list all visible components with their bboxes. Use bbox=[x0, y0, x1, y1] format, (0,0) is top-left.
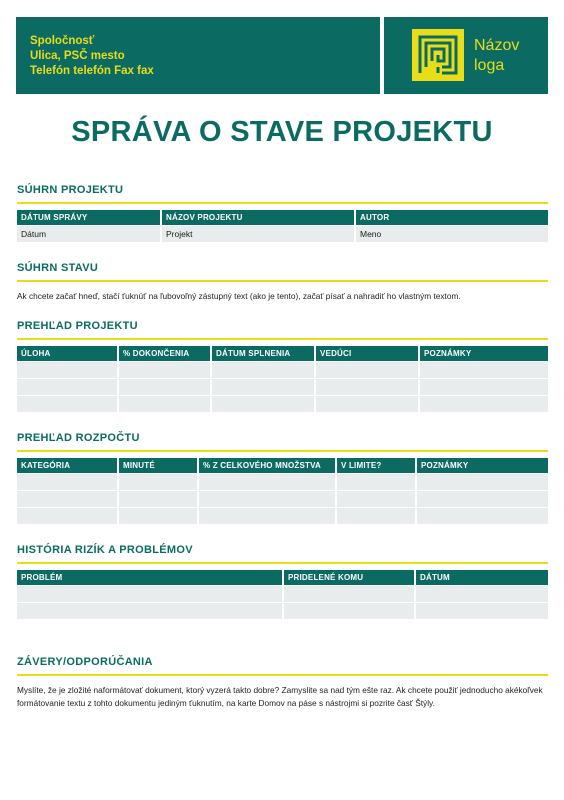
report-date-cell[interactable]: Dátum bbox=[17, 225, 161, 242]
column-header: PROBLÉM bbox=[17, 570, 283, 585]
status-summary-text[interactable]: Ak chcete začať hneď, stačí ťuknúť na ľubovoľný zástupný text (ako je tento), začať písať a nahradiť ho vlastným textom. bbox=[17, 291, 461, 301]
table-cell[interactable] bbox=[17, 378, 118, 395]
table-cell[interactable] bbox=[198, 490, 336, 507]
table-cell[interactable] bbox=[17, 473, 118, 490]
section-project-overview[interactable]: PREHĽAD PROJEKTU bbox=[17, 320, 548, 340]
logo-name[interactable]: Názov loga bbox=[474, 37, 520, 74]
project-summary-table bbox=[17, 210, 548, 242]
column-header: DÁTUM SPRÁVY bbox=[17, 210, 161, 225]
section-risk-history[interactable]: HISTÓRIA RIZÍK A PROBLÉMOV bbox=[17, 544, 548, 564]
table-row bbox=[17, 473, 548, 490]
table-cell[interactable] bbox=[315, 395, 419, 412]
column-header: PRIDELENÉ KOMU bbox=[283, 570, 415, 585]
table-cell[interactable] bbox=[283, 585, 415, 602]
table-cell[interactable] bbox=[416, 490, 548, 507]
table-cell[interactable] bbox=[211, 395, 315, 412]
table-cell[interactable] bbox=[118, 507, 198, 524]
table-row bbox=[17, 585, 548, 602]
column-header: NÁZOV PROJEKTU bbox=[161, 210, 355, 225]
table-row bbox=[17, 507, 548, 524]
column-header: POZNÁMKY bbox=[419, 346, 548, 361]
project-overview-table bbox=[17, 346, 548, 412]
column-header: AUTOR bbox=[355, 210, 548, 225]
budget-overview-table bbox=[17, 458, 548, 524]
page-title[interactable]: SPRÁVA O STAVE PROJEKTU bbox=[71, 116, 493, 148]
maze-logo-icon[interactable] bbox=[412, 29, 464, 81]
table-cell[interactable] bbox=[211, 378, 315, 395]
column-header: ÚLOHA bbox=[17, 346, 118, 361]
risk-history-table bbox=[17, 570, 548, 619]
table-cell[interactable] bbox=[198, 473, 336, 490]
table-cell[interactable] bbox=[211, 361, 315, 378]
table-row bbox=[17, 361, 548, 378]
column-header: MINUTÉ bbox=[118, 458, 198, 473]
company-address[interactable]: Ulica, PSČ mesto bbox=[30, 50, 125, 62]
table-cell[interactable] bbox=[17, 395, 118, 412]
table-cell[interactable] bbox=[17, 490, 118, 507]
table-cell[interactable] bbox=[336, 490, 416, 507]
table-cell[interactable] bbox=[283, 602, 415, 619]
table-cell[interactable] bbox=[419, 361, 548, 378]
column-header: KATEGÓRIA bbox=[17, 458, 118, 473]
company-info-block bbox=[16, 17, 380, 94]
table-cell[interactable] bbox=[415, 602, 548, 619]
table-cell[interactable] bbox=[419, 395, 548, 412]
project-name-cell[interactable]: Projekt bbox=[161, 225, 355, 242]
section-conclusions[interactable]: ZÁVERY/ODPORÚČANIA bbox=[17, 656, 548, 676]
table-cell[interactable] bbox=[315, 378, 419, 395]
table-cell[interactable] bbox=[419, 378, 548, 395]
column-header: % Z CELKOVÉHO MNOŽSTVA bbox=[198, 458, 336, 473]
table-cell[interactable] bbox=[17, 507, 118, 524]
table-cell[interactable] bbox=[17, 585, 283, 602]
table-cell[interactable] bbox=[198, 507, 336, 524]
section-budget-overview[interactable]: PREHĽAD ROZPOČTU bbox=[17, 432, 548, 452]
table-cell[interactable] bbox=[118, 361, 211, 378]
table-cell[interactable] bbox=[118, 395, 211, 412]
logo-block bbox=[384, 17, 548, 94]
table-cell[interactable] bbox=[336, 473, 416, 490]
section-project-summary[interactable]: SÚHRN PROJEKTU bbox=[17, 184, 548, 204]
table-cell[interactable] bbox=[118, 378, 211, 395]
table-cell[interactable] bbox=[17, 361, 118, 378]
column-header: VEDÚCI bbox=[315, 346, 419, 361]
company-name[interactable]: Spoločnosť bbox=[30, 35, 95, 47]
table-row bbox=[17, 225, 548, 242]
table-cell[interactable] bbox=[416, 507, 548, 524]
company-phone-fax[interactable]: Telefón telefón Fax fax bbox=[30, 65, 154, 77]
table-cell[interactable] bbox=[315, 361, 419, 378]
table-row bbox=[17, 602, 548, 619]
table-cell[interactable] bbox=[118, 473, 198, 490]
table-cell[interactable] bbox=[416, 473, 548, 490]
author-cell[interactable]: Meno bbox=[355, 225, 548, 242]
column-header: V LIMITE? bbox=[336, 458, 416, 473]
table-cell[interactable] bbox=[118, 490, 198, 507]
table-row bbox=[17, 490, 548, 507]
column-header: DÁTUM bbox=[415, 570, 548, 585]
column-header: % DOKONČENIA bbox=[118, 346, 211, 361]
table-cell[interactable] bbox=[17, 602, 283, 619]
section-status-summary[interactable]: SÚHRN STAVU bbox=[17, 262, 548, 282]
column-header: POZNÁMKY bbox=[416, 458, 548, 473]
table-row bbox=[17, 378, 548, 395]
table-row bbox=[17, 395, 548, 412]
table-cell[interactable] bbox=[415, 585, 548, 602]
conclusions-text[interactable]: Myslíte, že je zložité naformátovať dokument, ktorý vyzerá takto dobre? Zamyslite sa nad tým ešte raz. Ak chcete použiť jednoducho akékoľvek formátovanie textu z tohto dokumentu jediným ťuknutím, na karte Domov na páse s nástrojmi si pozrite časť Štýly. bbox=[17, 685, 543, 708]
table-cell[interactable] bbox=[336, 507, 416, 524]
column-header: DÁTUM SPLNENIA bbox=[211, 346, 315, 361]
